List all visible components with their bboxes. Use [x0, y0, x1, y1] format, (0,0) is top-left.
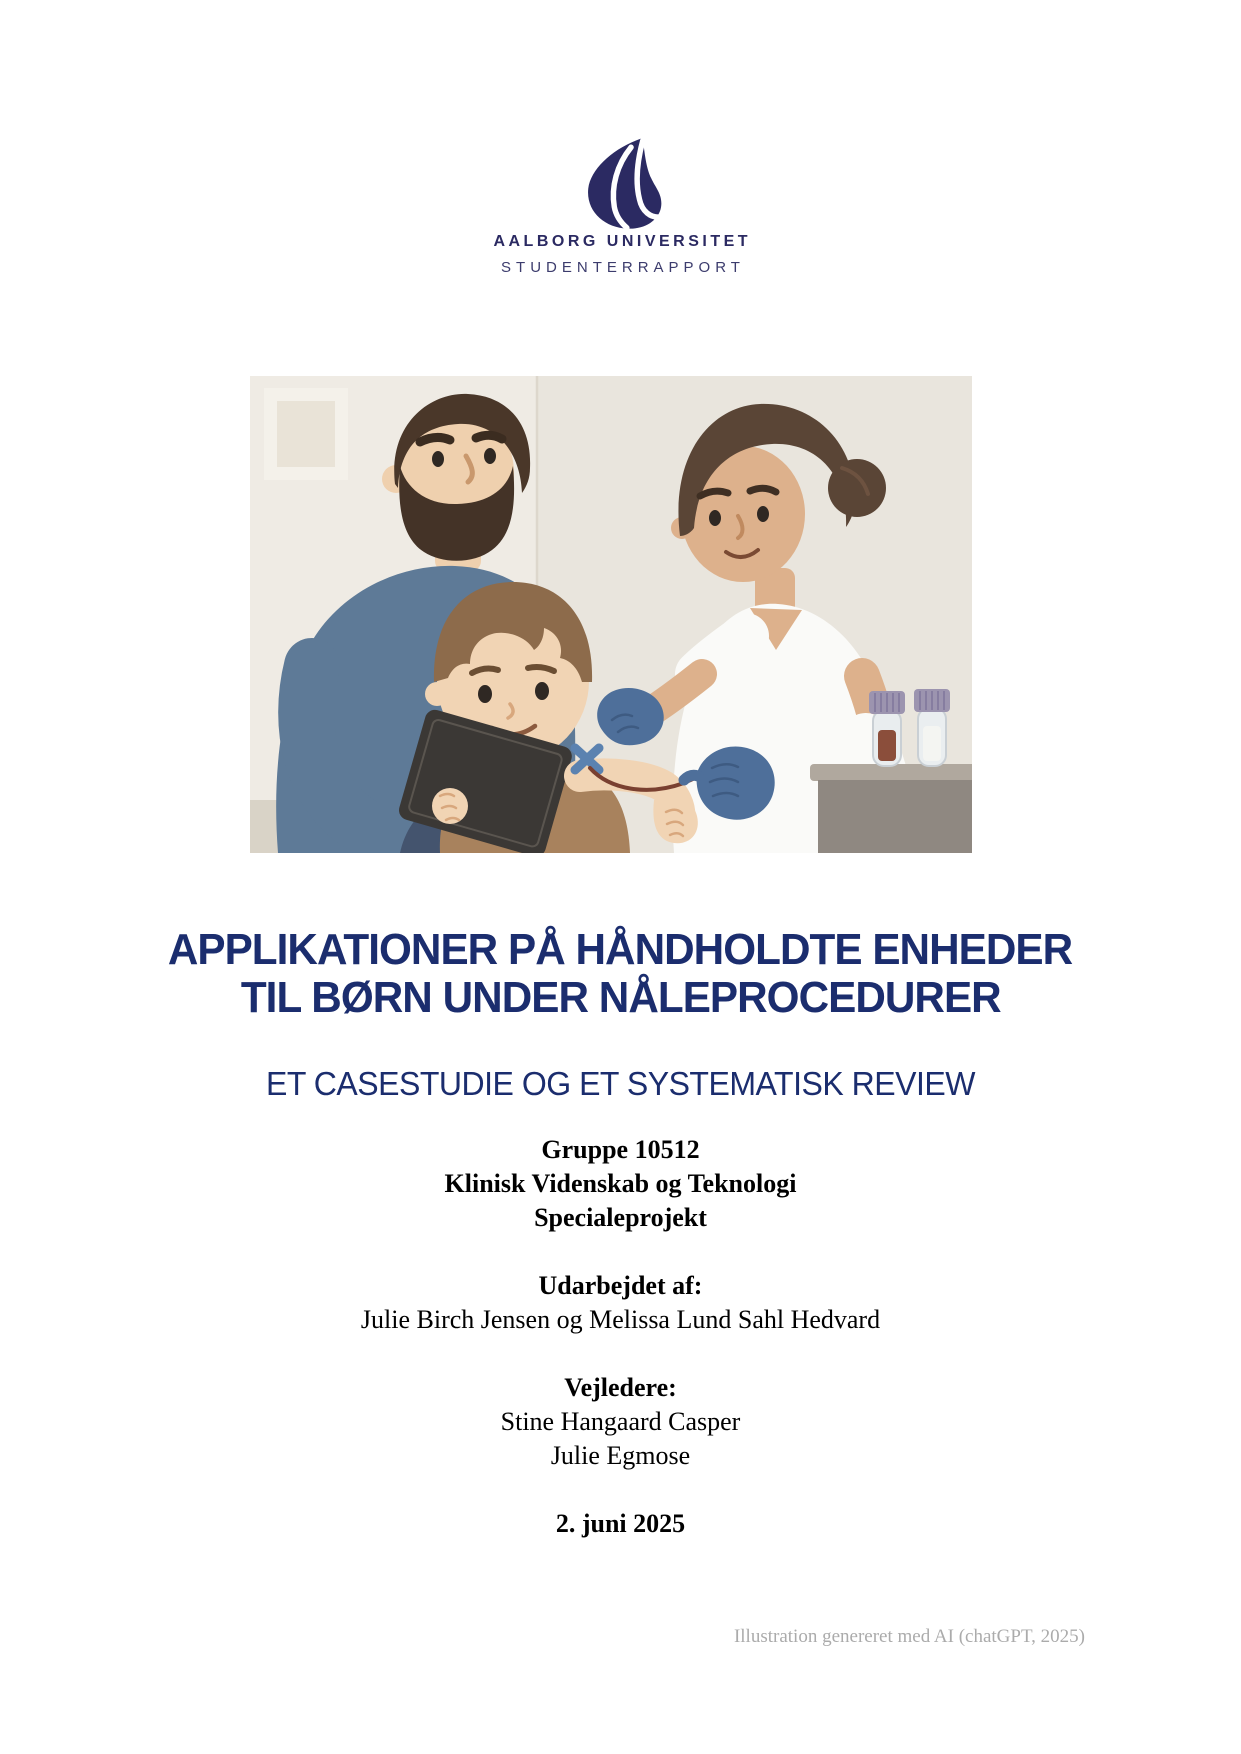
supervisor-name: Stine Hangaard Casper	[500, 1407, 741, 1436]
authors-heading: Udarbejdet af:	[538, 1271, 703, 1300]
authors-names: Julie Birch Jensen og Melissa Lund Sahl Hedvard	[360, 1305, 881, 1334]
illustration-credit: Illustration genereret med AI (chatGPT, 2025)	[733, 1626, 1085, 1647]
programme-name: Klinisk Videnskab og Teknologi	[444, 1169, 797, 1198]
supervisors-heading: Vejledere:	[564, 1373, 677, 1402]
counter	[810, 764, 972, 853]
project-type: Specialeprojekt	[534, 1203, 707, 1232]
university-logo	[0, 138, 1241, 237]
supervisor-name: Julie Egmose	[550, 1441, 691, 1470]
child-hand-on-tablet	[432, 788, 468, 824]
university-name: AALBORG UNIVERSITET	[493, 233, 752, 250]
report-type-label: STUDENTERRAPPORT	[501, 259, 745, 276]
group-number: Gruppe 10512	[541, 1135, 700, 1164]
aalborg-swoosh-icon	[579, 138, 663, 232]
wall-picture-frame	[264, 388, 348, 480]
title-line-2: TIL BØRN UNDER NÅLEPROCEDURER	[240, 973, 1001, 1022]
report-date: 2. juni 2025	[555, 1509, 686, 1538]
title-line-1: APPLIKATIONER PÅ HÅNDHOLDTE ENHEDER	[168, 925, 1073, 974]
report-subtitle: ET CASESTUDIE OG ET SYSTEMATISK REVIEW	[265, 1065, 976, 1102]
project-info-block	[0, 1133, 1241, 1541]
report-title	[0, 926, 1241, 1022]
cover-illustration	[250, 376, 972, 853]
